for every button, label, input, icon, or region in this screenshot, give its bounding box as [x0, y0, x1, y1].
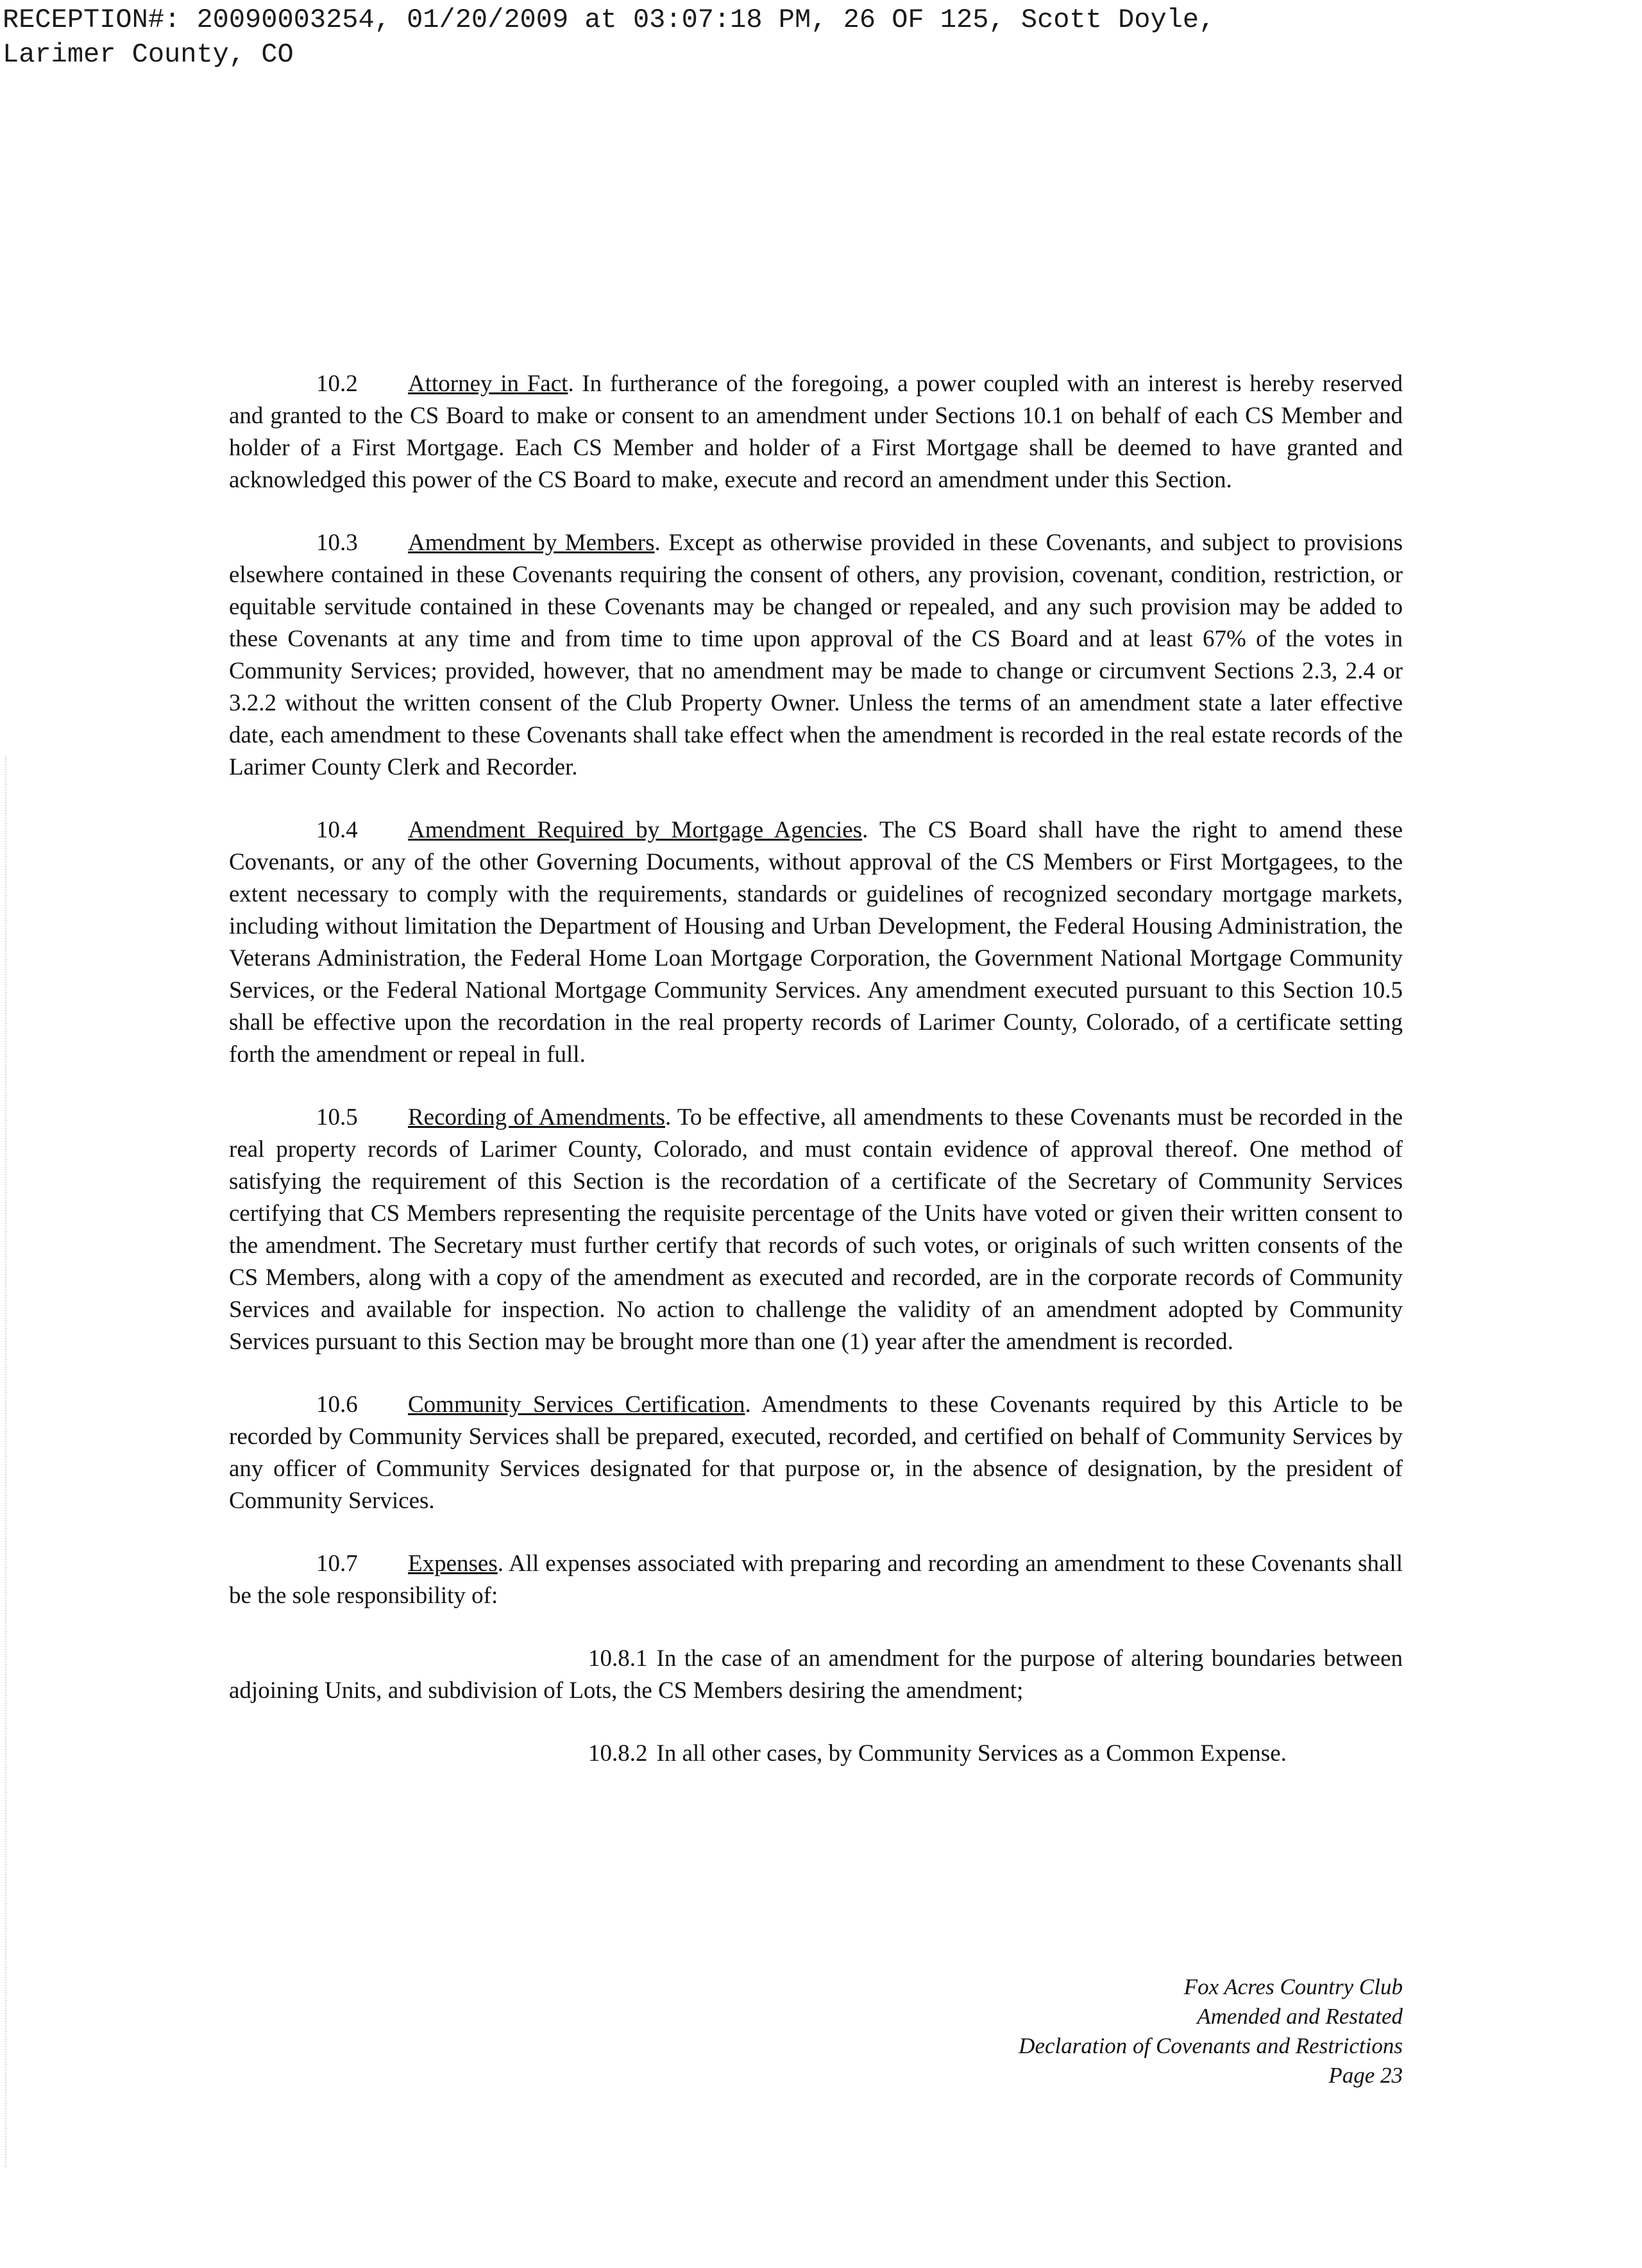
section-10-3 [229, 527, 1403, 784]
stamp-line-2: Larimer County, CO [3, 39, 294, 70]
section-number: 10.6 [316, 1391, 358, 1418]
scan-edge-specks [5, 757, 9, 2167]
subsection-number: 10.8.2 [588, 1740, 648, 1767]
footer-line-2: Amended and Restated [1197, 2004, 1403, 2029]
section-heading: Attorney in Fact [408, 371, 568, 397]
section-body: . Except as otherwise provided in these Covenants, and subject to provisions elsewhere contained in these Covenants requiring the consent of others, any provision, covenant, condition, restriction, or equitable servitude contained in these Covenants may be changed or repealed, and any such provision may be added to these Covenants at any time and from time to time upon approval of the CS Board and at least 67% of the votes in Community Services; provided, however, that no amendment may be made to change or circumvent Sections 2.3, 2.4 or 3.2.2 without the written consent of the Club Property Owner. Unless the terms of an amendment state a later effective date, each amendment to these Covenants shall take effect when the amendment is recorded in the real estate records of the Larimer County Clerk and Recorder. [229, 530, 1403, 780]
section-heading: Expenses [408, 1550, 498, 1577]
footer-line-3: Declaration of Covenants and Restrictions [1019, 2033, 1403, 2058]
section-10-5 [229, 1102, 1403, 1358]
subsection-body: In the case of an amendment for the purpose of altering boundaries between adjoining Units, and subdivision of Lots, the CS Members desiring the amendment; [229, 1645, 1403, 1704]
subsection-number: 10.8.1 [588, 1645, 648, 1672]
footer-line-1: Fox Acres Country Club [1183, 1974, 1403, 1999]
section-10-4 [229, 814, 1403, 1071]
section-heading: Community Services Certification [408, 1391, 745, 1418]
section-body: . All expenses associated with preparing and recording an amendment to these Covenants shall be the sole responsibility of: [229, 1550, 1403, 1609]
section-body: . In furtherance of the foregoing, a power coupled with an interest is hereby reserved and granted to the CS Board to make or consent to an amendment under Sections 10.1 on behalf of each CS Member and holder of a First Mortgage. Each CS Member and holder of a First Mortgage shall be deemed to have granted and acknowledged this power of the CS Board to make, execute and record an amendment under this Section. [229, 371, 1403, 493]
section-body: . Amendments to these Covenants required by this Article to be recorded by Community Services shall be prepared, executed, recorded, and certified on behalf of Community Services by any officer of Community Services designated for that purpose or, in the absence of designation, by the president of Community Services. [229, 1391, 1403, 1514]
section-10-2 [229, 368, 1403, 496]
page-footer [1019, 1972, 1403, 2090]
stamp-line-1: RECEPTION#: 20090003254, 01/20/2009 at 03:07:18 PM, 26 OF 125, Scott Doyle, [3, 4, 1215, 35]
subsection-10-8-1 [229, 1643, 1403, 1707]
recording-stamp [3, 3, 1632, 72]
section-body: . To be effective, all amendments to these Covenants must be recorded in the real property records of Larimer County, Colorado, and must contain evidence of approval thereof. One method of satisfying the requirement of this Section is the recordation of a certificate of the Secretary of Community Services certifying that CS Members representing the requisite percentage of the Units have voted or given their written consent to the amendment. The Secretary must further certify that records of such votes, or originals of such written consents of the CS Members, along with a copy of the amendment as executed and recorded, are in the corporate records of Community Services and available for inspection. No action to challenge the validity of an amendment adopted by Community Services pursuant to this Section may be brought more than one (1) year after the amendment is recorded. [229, 1104, 1403, 1355]
section-10-7 [229, 1548, 1403, 1612]
subsection-10-8-2 [229, 1738, 1403, 1770]
subsection-body: In all other cases, by Community Services as a Common Expense. [656, 1740, 1287, 1767]
section-number: 10.2 [316, 371, 358, 397]
section-number: 10.3 [316, 530, 358, 556]
section-heading: Recording of Amendments [408, 1104, 665, 1130]
section-10-6 [229, 1389, 1403, 1517]
section-number: 10.7 [316, 1550, 358, 1577]
page-number: Page 23 [1328, 2063, 1403, 2088]
section-number: 10.5 [316, 1104, 358, 1130]
document-body [229, 368, 1403, 1801]
section-number: 10.4 [316, 817, 358, 843]
section-heading: Amendment Required by Mortgage Agencies [408, 817, 863, 843]
section-heading: Amendment by Members [408, 530, 655, 556]
section-body: . The CS Board shall have the right to amend these Covenants, or any of the other Governing Documents, without approval of the CS Members or First Mortgagees, to the extent necessary to comply with the requirements, standards or guidelines of recognized secondary mortgage markets, including without limitation the Department of Housing and Urban Development, the Federal Housing Administration, the Veterans Administration, the Federal Home Loan Mortgage Corporation, the Government National Mortgage Community Services, or the Federal National Mortgage Community Services. Any amendment executed pursuant to this Section 10.5 shall be effective upon the recordation in the real property records of Larimer County, Colorado, of a certificate setting forth the amendment or repeal in full. [229, 817, 1403, 1068]
